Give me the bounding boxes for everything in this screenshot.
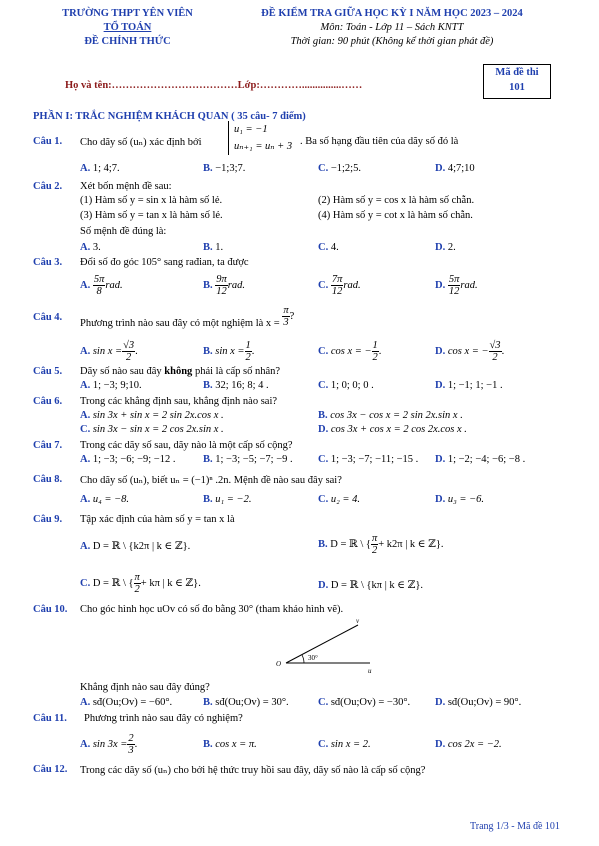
q7-label: Câu 7. <box>33 440 63 451</box>
q10-option-a-text: sđ(Ou;Ov) = −60°. <box>92 697 173 708</box>
q7-option-d[interactable] <box>435 454 525 465</box>
q8-text: Cho dãy số (uₙ), biết uₙ = (−1)ⁿ .2n. Mệnh đề nào sau đây sai? <box>80 475 342 486</box>
q5-option-d[interactable] <box>435 380 503 391</box>
q3-option-a[interactable] <box>80 274 123 297</box>
q1-label: Câu 1. <box>33 136 63 147</box>
q3-d-num: 5π <box>448 274 460 285</box>
q4-label: Câu 4. <box>33 312 63 323</box>
q10-option-c-letter: C. <box>318 697 329 708</box>
exam-title: ĐỀ KIỂM TRA GIỮA HỌC KỲ I NĂM HỌC 2023 – 2024 <box>261 8 523 19</box>
q10-option-b-letter: B. <box>203 697 213 708</box>
q1-option-b-letter: B. <box>203 163 213 174</box>
exam-code-label: Mã đề thi <box>495 67 539 78</box>
q7-option-b-letter: B. <box>203 454 213 465</box>
point-v-label: v <box>356 617 360 625</box>
q4-x-den: 3 <box>283 317 289 328</box>
q11-option-c[interactable] <box>318 739 371 750</box>
q11-option-a[interactable]: A. sin 3x = $\frac{2}{3}$ . <box>80 733 138 756</box>
point-u-label: u <box>368 667 372 675</box>
q8-option-c-text: u₂ = 4. <box>330 494 360 505</box>
q5-option-a-text: 1; −3; 9;10. <box>92 380 142 391</box>
q9-option-b[interactable] <box>318 533 444 556</box>
q10-option-a[interactable] <box>80 697 172 708</box>
q8-option-c-letter: C. <box>318 494 329 505</box>
q9-c-post: + kπ | k ∈ ℤ}. <box>140 577 201 589</box>
q3-a-den: 8 <box>96 286 102 297</box>
q1-system-line1: u₁ = −1 <box>234 124 268 135</box>
q4-d-den: 2 <box>492 352 498 363</box>
q1-option-b-text: −1;3;7. <box>215 163 246 174</box>
q4-d-pre: cos x = − <box>447 345 489 357</box>
q7-text: Trong các dãy số sau, dãy nào là một cấp số cộng? <box>80 440 293 451</box>
q9-b-post: + k2π | k ∈ ℤ}. <box>378 538 444 550</box>
q8-option-b-text: u₁ = −2. <box>215 494 252 505</box>
q11-option-c-letter: C. <box>318 739 329 750</box>
q9-option-d-text: D = ℝ \ {kπ | k ∈ ℤ}. <box>330 580 424 591</box>
q1-text: Cho dãy số (uₙ) xác định bởi <box>80 137 202 148</box>
page-footer: Trang 1/3 - Mã đề 101 <box>470 821 560 832</box>
q3-option-d[interactable] <box>435 274 478 297</box>
q10-option-c-text: sđ(Ou;Ov) = −30°. <box>330 697 411 708</box>
q3-a-unit: rad. <box>105 279 123 291</box>
q2-option-d[interactable] <box>435 242 456 253</box>
exam-code-value: 101 <box>509 82 525 93</box>
q9-option-c[interactable] <box>80 572 201 595</box>
q5-option-c[interactable] <box>318 380 374 391</box>
q1-option-d-text: 4;7;10 <box>447 163 475 174</box>
q3-d-unit: rad. <box>460 279 478 291</box>
q2-statement-1: (1) Hàm số y = sin x là hàm số lẻ. <box>80 195 223 206</box>
q10-option-d[interactable] <box>435 697 521 708</box>
q7-option-b-text: 1; −3; −5; −7; −9 . <box>215 454 293 465</box>
q1-option-c[interactable] <box>318 163 361 174</box>
q2-label: Câu 2. <box>33 181 63 192</box>
q11-a-den: 3 <box>128 745 134 756</box>
q3-c-unit: rad. <box>343 279 361 291</box>
q11-text: Phương trình nào sau đây có nghiệm? <box>84 713 243 724</box>
q4-option-a[interactable]: A. sin x = $\frac{√3}{2}$ . <box>80 340 138 363</box>
q1-option-c-letter: C. <box>318 163 329 174</box>
q4-c-pre: cos x = − <box>330 345 372 357</box>
q8-label: Câu 8. <box>33 474 63 485</box>
q6-option-d-letter: D. <box>318 424 329 435</box>
q9-option-d-letter: D. <box>318 580 329 591</box>
q2-option-a-text: 3. <box>92 242 101 253</box>
q11-option-b-letter: B. <box>203 739 213 750</box>
q5-label: Câu 5. <box>33 366 63 377</box>
q4-option-b-letter: B. <box>203 345 213 357</box>
q2-ask: Số mệnh đề đúng là: <box>80 226 167 237</box>
q4-b-pre: sin x = <box>215 345 245 357</box>
q6-option-b-letter: B. <box>318 410 328 421</box>
q4-b-num: 1 <box>245 340 251 351</box>
q9-option-a-text: D = ℝ \ {k2π | k ∈ ℤ}. <box>92 541 191 552</box>
q5-option-b-letter: B. <box>203 380 213 391</box>
q3-b-num: 9π <box>216 274 227 285</box>
exam-subject: Môn: Toán - Lớp 11 – Sách KNTT <box>320 22 464 33</box>
q3-b-unit: rad. <box>227 279 245 291</box>
section-title: PHẦN I: TRẮC NGHIỆM KHÁCH QUAN ( 35 câu- 7 điểm) <box>33 111 306 122</box>
q11-option-d-text: cos 2x = −2. <box>447 739 502 750</box>
q5-option-d-letter: D. <box>435 380 446 391</box>
q3-option-b[interactable] <box>203 274 245 297</box>
q6-option-a[interactable] <box>80 410 224 421</box>
school-name: TRƯỜNG THPT YÊN VIÊN <box>62 8 193 19</box>
q1-option-a-letter: A. <box>80 163 91 174</box>
q1-option-b[interactable] <box>203 163 245 174</box>
q5-option-c-text: 1; 0; 0; 0 . <box>330 380 374 391</box>
q8-option-c[interactable] <box>318 494 360 505</box>
q8-option-d-letter: D. <box>435 494 446 505</box>
q8-option-a-letter: A. <box>80 494 91 505</box>
exam-time: Thời gian: 90 phút (Không kể thời gian phát đề) <box>290 36 494 47</box>
q8-option-d[interactable] <box>435 494 484 505</box>
q2-option-a[interactable] <box>80 242 101 253</box>
q3-option-d-letter: D. <box>435 279 446 291</box>
q9-option-b-letter: B. <box>318 538 328 550</box>
angle-arc <box>302 655 304 663</box>
q11-option-b-text: cos x = π. <box>215 739 257 750</box>
q3-option-a-letter: A. <box>80 279 91 291</box>
q9-b-den: 2 <box>371 545 378 556</box>
q4-text <box>80 305 294 328</box>
q9-option-a-letter: A. <box>80 541 91 552</box>
q9-c-num: π <box>134 572 140 583</box>
q8-option-d-text: u₃ = −6. <box>447 494 485 505</box>
q1-option-a-text: 1; 4;7. <box>92 163 120 174</box>
q4-option-c-letter: C. <box>318 345 329 357</box>
q11-option-d[interactable] <box>435 739 502 750</box>
q6-option-c[interactable] <box>80 424 224 435</box>
q1-option-d[interactable] <box>435 163 475 174</box>
q9-option-c-letter: C. <box>80 577 91 589</box>
q5-text-2: phải là cấp số nhân? <box>192 366 281 377</box>
student-info-line[interactable]: Họ và tên:………………………………Lớp:…………...............…… <box>65 80 363 91</box>
point-o-label: O <box>276 660 282 668</box>
q11-label: Câu 11. <box>33 713 67 724</box>
q2-option-b-letter: B. <box>203 242 213 253</box>
q2-option-b-text: 1. <box>215 242 224 253</box>
q4-d-num: √3 <box>489 340 501 351</box>
q6-option-b-text: cos 3x − cos x = 2 sin 2x.sin x . <box>330 410 463 421</box>
q3-b-den: 12 <box>216 286 227 297</box>
q2-option-a-letter: A. <box>80 242 91 253</box>
q2-statement-2: (2) Hàm số y = cos x là hàm số chẵn. <box>318 195 475 206</box>
q3-option-c[interactable] <box>318 274 361 297</box>
q1-option-c-text: −1;2;5. <box>330 163 361 174</box>
q1-tail: . Ba số hạng đầu tiên của dãy số đó là <box>300 136 459 147</box>
exam-code-box <box>483 64 551 99</box>
q5-option-b-text: 32; 16; 8; 4 . <box>215 380 269 391</box>
q8-option-a[interactable] <box>80 494 129 505</box>
q8-option-b[interactable] <box>203 494 251 505</box>
q8-option-b-letter: B. <box>203 494 213 505</box>
q8-option-a-text: u₄ = −8. <box>92 494 130 505</box>
official-label: ĐỀ CHÍNH THỨC <box>84 36 171 47</box>
q4-option-d[interactable]: D. cos x = − $\frac{√3}{2}$ . <box>435 340 505 363</box>
q10-option-a-letter: A. <box>80 697 91 708</box>
q6-option-a-text: sin 3x + sin x = 2 sin 2x.cos x . <box>92 410 224 421</box>
q6-option-c-letter: C. <box>80 424 91 435</box>
q7-option-a-letter: A. <box>80 454 91 465</box>
q10-text: Cho góc hình học uOv có số đo bằng 30° (tham khảo hình vẽ). <box>80 604 344 615</box>
q7-option-b[interactable] <box>203 454 293 465</box>
q11-option-b[interactable] <box>203 739 257 750</box>
q4-c-den: 2 <box>372 352 378 363</box>
q11-option-a-letter: A. <box>80 738 91 750</box>
angle-value-label: 30° <box>308 654 318 662</box>
q5-text <box>80 366 280 377</box>
q5-text-bold: không <box>164 366 193 377</box>
q2-statement-3: (3) Hàm số y = tan x là hàm số lẻ. <box>80 210 223 221</box>
q7-option-d-letter: D. <box>435 454 446 465</box>
q6-text: Trong các khẳng định sau, khẳng định nào sai? <box>80 396 278 407</box>
q11-a-num: 2 <box>128 733 134 744</box>
q9-c-den: 2 <box>134 584 140 595</box>
q9-b-num: π <box>371 533 378 544</box>
q11-option-d-letter: D. <box>435 739 446 750</box>
q9-b-pre: D = ℝ \ { <box>330 538 371 550</box>
q4-c-num: 1 <box>372 340 378 351</box>
q4-a-num: √3 <box>123 340 135 351</box>
q5-option-a[interactable] <box>80 380 142 391</box>
q7-option-c-letter: C. <box>318 454 329 465</box>
q6-option-c-text: sin 3x − sin x = 2 cos 2x.sin x . <box>92 424 224 435</box>
q6-option-b[interactable] <box>318 410 463 421</box>
q9-option-d[interactable] <box>318 579 423 591</box>
q3-text: Đổi số đo góc 105° sang rađian, ta được <box>80 257 249 268</box>
q9-option-a[interactable] <box>80 540 190 552</box>
q2-option-d-letter: D. <box>435 242 446 253</box>
q4-a-pre: sin x = <box>92 345 123 357</box>
q3-c-den: 12 <box>331 286 343 297</box>
q2-option-c-letter: C. <box>318 242 329 253</box>
q10-option-c[interactable] <box>318 697 410 708</box>
q2-option-d-text: 2. <box>447 242 456 253</box>
q4-x-num: π <box>283 305 289 316</box>
q4-text-main: Phương trình nào sau đây có một nghiệm là x = <box>80 317 280 329</box>
q6-label: Câu 6. <box>33 396 63 407</box>
q1-option-a[interactable] <box>80 163 120 174</box>
q11-option-c-text: sin x = 2. <box>330 739 371 750</box>
q4-tail: ? <box>289 310 295 322</box>
q6-option-a-letter: A. <box>80 410 91 421</box>
q5-option-c-letter: C. <box>318 380 329 391</box>
q4-option-b[interactable]: B. sin x = $\frac{1}{2}$ . <box>203 340 255 363</box>
q2-option-c[interactable] <box>318 242 339 253</box>
q7-option-a-text: 1; −3; −6; −9; −12 . <box>92 454 176 465</box>
q4-option-a-letter: A. <box>80 345 91 357</box>
q4-option-d-letter: D. <box>435 345 446 357</box>
q5-text-1: Dãy số nào sau đây <box>80 366 165 377</box>
q12-label: Câu 12. <box>33 764 68 775</box>
q5-option-a-letter: A. <box>80 380 91 391</box>
q2-text: Xét bốn mệnh đề sau: <box>80 181 172 192</box>
q7-option-d-text: 1; −2; −4; −6; −8 . <box>447 454 526 465</box>
q9-c-pre: D = ℝ \ { <box>92 577 134 589</box>
q2-option-b[interactable] <box>203 242 223 253</box>
q3-option-c-letter: C. <box>318 279 329 291</box>
q7-option-c-text: 1; −3; −7; −11; −15 . <box>330 454 419 465</box>
q7-option-a[interactable] <box>80 454 175 465</box>
q4-b-den: 2 <box>245 352 251 363</box>
q1-system-line2: uₙ₊₁ = uₙ + 3 <box>234 141 293 152</box>
q4-a-den: 2 <box>125 352 132 363</box>
q10-option-b[interactable] <box>203 697 289 708</box>
q3-option-b-letter: B. <box>203 279 213 291</box>
q5-option-d-text: 1; −1; 1; −1 . <box>447 380 503 391</box>
q10-option-d-text: sđ(Ou;Ov) = 90°. <box>447 697 522 708</box>
q3-label: Câu 3. <box>33 257 63 268</box>
q6-option-d[interactable] <box>318 424 467 435</box>
q1-option-d-letter: D. <box>435 163 446 174</box>
q10-ask: Khẳng định nào sau đây đúng? <box>80 682 210 693</box>
q11-a-pre: sin 3x = <box>92 738 128 750</box>
ray-ov <box>286 625 358 663</box>
q3-c-num: 7π <box>331 274 343 285</box>
q6-option-d-text: cos 3x + cos x = 2 cos 2x.cos x . <box>330 424 467 435</box>
q4-option-c[interactable]: C. cos x = − $\frac{1}{2}$ . <box>318 340 382 363</box>
q2-option-c-text: 4. <box>330 242 339 253</box>
q2-statement-4: (4) Hàm số y = cot x là hàm số chẵn. <box>318 210 473 221</box>
q10-option-d-letter: D. <box>435 697 446 708</box>
q12-text: Trong các dãy số (uₙ) cho bởi hệ thức truy hồi sau đây, dãy số nào là cấp số cộng? <box>80 765 426 776</box>
q9-text: Tập xác định của hàm số y = tan x là <box>80 514 235 525</box>
q9-label: Câu 9. <box>33 514 63 525</box>
q10-option-b-text: sđ(Ou;Ov) = 30°. <box>215 697 289 708</box>
q1-system <box>228 121 292 155</box>
q5-option-b[interactable] <box>203 380 269 391</box>
q3-a-num: 5π <box>93 274 105 285</box>
q3-d-den: 12 <box>448 286 460 297</box>
q7-option-c[interactable] <box>318 454 418 465</box>
q10-label: Câu 10. <box>33 604 68 615</box>
angle-figure <box>270 615 380 675</box>
department: TỔ TOÁN <box>103 22 152 33</box>
